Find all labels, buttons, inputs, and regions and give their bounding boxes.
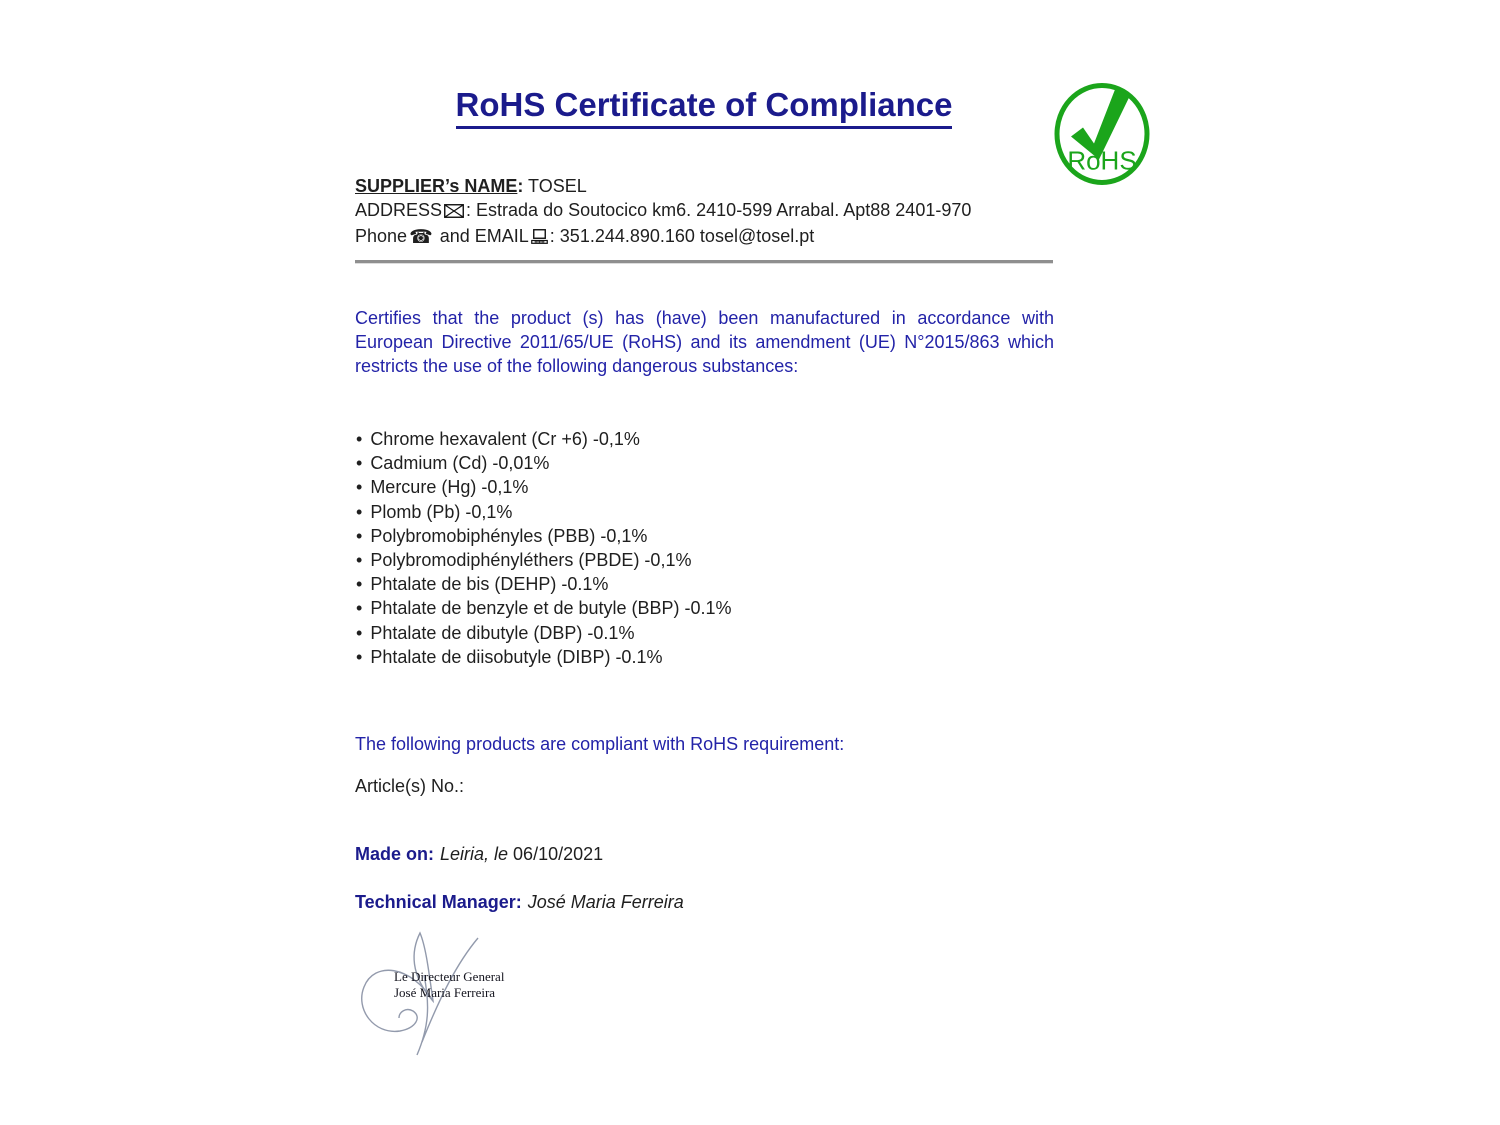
supplier-name-colon: : <box>517 176 524 196</box>
made-on-line <box>355 844 603 865</box>
certification-paragraph: Certifies that the product (s) has (have) been manufactured in accordance with European Directive 2011/65/UE (RoHS) and its amendment (UE) N°2015/863 which restricts the use of the following dangerous substances: <box>355 308 1054 376</box>
list-item: • Phtalate de diisobutyle (DIBP) -0.1% <box>356 645 732 669</box>
supplier-name-label: SUPPLIER’s NAME <box>355 176 518 196</box>
page-title: RoHS Certificate of Compliance <box>456 86 953 129</box>
signature-name: José Maria Ferreira <box>394 984 496 1000</box>
technical-manager-label: Technical Manager: <box>355 892 522 912</box>
list-item: • Chrome hexavalent (Cr +6) -0,1% <box>356 427 732 451</box>
substances-list <box>356 427 732 669</box>
rohs-check-icon <box>1053 82 1151 186</box>
address-label: ADDRESS <box>355 200 443 220</box>
signature-title: Le Directeur General <box>394 969 505 984</box>
section-divider <box>355 260 1053 264</box>
made-on-place: Leiria, le <box>440 844 509 864</box>
made-on-date: 06/10/2021 <box>513 844 604 864</box>
address-value: : Estrada do Soutocico km6. 2410-599 Arrabal. Apt88 2401-970 <box>466 200 972 220</box>
telephone-icon: ☎ <box>409 227 433 248</box>
supplier-contact-line <box>355 224 1060 250</box>
list-item: • Phtalate de dibutyle (DBP) -0.1% <box>356 621 732 645</box>
signature-text <box>394 969 504 1000</box>
made-on-label: Made on: <box>355 844 434 864</box>
list-item: • Plomb (Pb) -0,1% <box>356 500 732 524</box>
supplier-address-line <box>355 198 1060 224</box>
list-item: • Polybromodiphényléthers (PBDE) -0,1% <box>356 548 732 572</box>
list-item: • Phtalate de bis (DEHP) -0.1% <box>356 572 732 596</box>
envelope-icon <box>444 200 464 224</box>
email-label: and EMAIL <box>434 226 529 246</box>
title-row <box>355 86 1053 129</box>
rohs-logo <box>1053 82 1151 186</box>
computer-icon <box>531 226 548 250</box>
supplier-name-line <box>355 174 1060 198</box>
contact-value: : 351.244.890.160 tosel@tosel.pt <box>549 226 815 246</box>
list-item: • Phtalate de benzyle et de butyle (BBP) -0.1% <box>356 596 732 620</box>
list-item: • Mercure (Hg) -0,1% <box>356 475 732 499</box>
supplier-block <box>355 174 1060 250</box>
articles-label: Article(s) No.: <box>355 776 465 796</box>
technical-manager-name: José Maria Ferreira <box>527 892 684 912</box>
signature-block <box>356 925 526 1065</box>
list-item: • Cadmium (Cd) -0,01% <box>356 451 732 475</box>
list-item: • Polybromobiphényles (PBB) -0,1% <box>356 524 732 548</box>
technical-manager-line <box>355 892 689 913</box>
compliance-statement: The following products are compliant with RoHS requirement: <box>355 734 845 754</box>
supplier-name-value: TOSEL <box>523 176 587 196</box>
rohs-logo-text: RoHS <box>1067 145 1137 176</box>
phone-label: Phone <box>355 226 408 246</box>
